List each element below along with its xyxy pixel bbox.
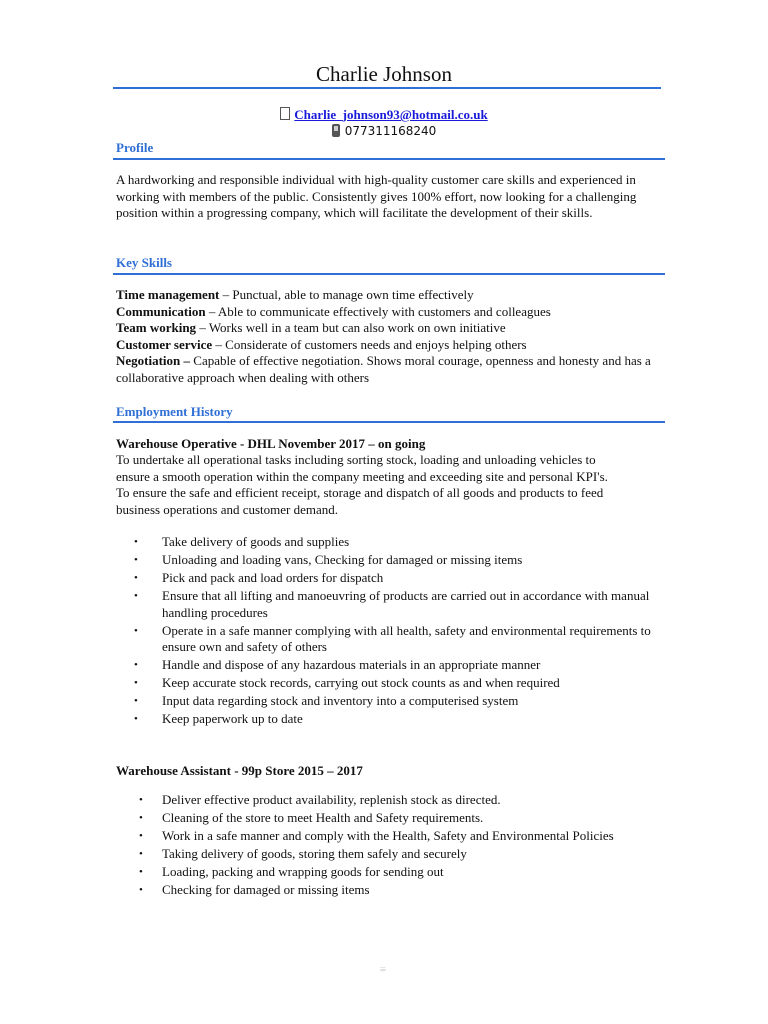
skill-desc: – Able to communicate effectively with customers and colleagues xyxy=(205,303,551,319)
skills-heading: Key Skills xyxy=(116,255,172,270)
job-title: Warehouse Assistant - 99p Store 2015 – 2017 xyxy=(116,763,363,778)
skill-item xyxy=(116,304,661,321)
email-line xyxy=(0,106,768,123)
skill-desc: – Works well in a team but can also work on own initiative xyxy=(196,320,506,336)
skill-name: Customer service xyxy=(116,336,213,352)
candidate-name: Charlie Johnson xyxy=(316,62,452,86)
skill-name: Time management xyxy=(116,287,220,302)
list-item: • Cleaning of the store to meet Health and Safety requirements. xyxy=(116,810,661,827)
job-duties-list xyxy=(116,534,661,729)
list-item: • Handle and dispose of any hazardous materials in an appropriate manner xyxy=(116,657,661,674)
list-item: • Input data regarding stock and inventory into a computerised system xyxy=(116,693,661,710)
list-item: • Taking delivery of goods, storing them safely and securely xyxy=(116,846,661,863)
phone-number: 077311168240 xyxy=(344,124,437,138)
page-footer-mark: ≡ xyxy=(379,964,387,976)
skill-item xyxy=(116,287,661,304)
list-item: • Operate in a safe manner complying with all health, safety and environmental requirements to ensure own and safety of others xyxy=(116,623,661,656)
skill-item xyxy=(116,353,661,386)
list-item: • Checking for damaged or missing items xyxy=(116,882,661,899)
list-item: • Pick and pack and load orders for dispatch xyxy=(116,570,661,587)
list-item: • Keep accurate stock records, carrying out stock counts as and when required xyxy=(116,675,661,692)
profile-heading: Profile xyxy=(116,140,154,155)
skills-list xyxy=(116,287,661,387)
header-divider xyxy=(113,87,661,89)
skill-desc: – Considerate of customers needs and enjoys helping others xyxy=(212,336,527,352)
list-item: • Unloading and loading vans, Checking for damaged or missing items xyxy=(116,552,661,569)
list-item: • Loading, packing and wrapping goods for sending out xyxy=(116,864,661,881)
employment-divider xyxy=(113,421,665,423)
profile-divider xyxy=(113,158,665,160)
skill-item xyxy=(116,320,661,337)
job-duties-list xyxy=(116,792,661,900)
list-item: • Ensure that all lifting and manoeuvring of products are carried out in accordance with manual handling procedures xyxy=(116,588,661,621)
list-item: • Take delivery of goods and supplies xyxy=(116,534,661,551)
skill-item xyxy=(116,337,661,354)
profile-text: A hardworking and responsible individual with high-quality customer care skills and experienced in working with members of the public. Consistently gives 100% effort, now looking for a challenging position within a progressing company, which will facilitate the development of their skills. xyxy=(116,172,637,221)
list-item: • Deliver effective product availability, replenish stock as directed. xyxy=(116,792,661,809)
skill-name: Communication xyxy=(116,303,206,319)
employment-heading: Employment History xyxy=(116,404,233,419)
skill-name: Team working xyxy=(116,320,197,336)
email-link[interactable]: Charlie_johnson93@hotmail.co.uk xyxy=(294,107,488,122)
job-description: To undertake all operational tasks including sorting stock, loading and unloading vehicles to ensure a smooth operation within the company meeting and exceeding site and personal KPI's. To ensure the safe and efficient receipt, storage and dispatch of all goods and products to feed business operations and customer demand. xyxy=(116,452,608,517)
job-title: Warehouse Operative - DHL November 2017 – on going xyxy=(116,436,426,451)
list-item: • Work in a safe manner and comply with the Health, Safety and Environmental Policies xyxy=(116,828,661,845)
phone-line xyxy=(0,122,768,140)
skill-desc: Capable of effective negotiation. Shows moral courage, openness and honesty and has a collaborative approach when dealing with others xyxy=(116,353,651,385)
email-icon xyxy=(280,107,290,120)
skills-divider xyxy=(113,273,665,275)
skill-desc: – Punctual, able to manage own time effectively xyxy=(219,287,474,302)
skill-name: Negotiation – xyxy=(116,353,191,369)
list-item: • Keep paperwork up to date xyxy=(116,711,661,728)
phone-icon xyxy=(332,124,340,137)
